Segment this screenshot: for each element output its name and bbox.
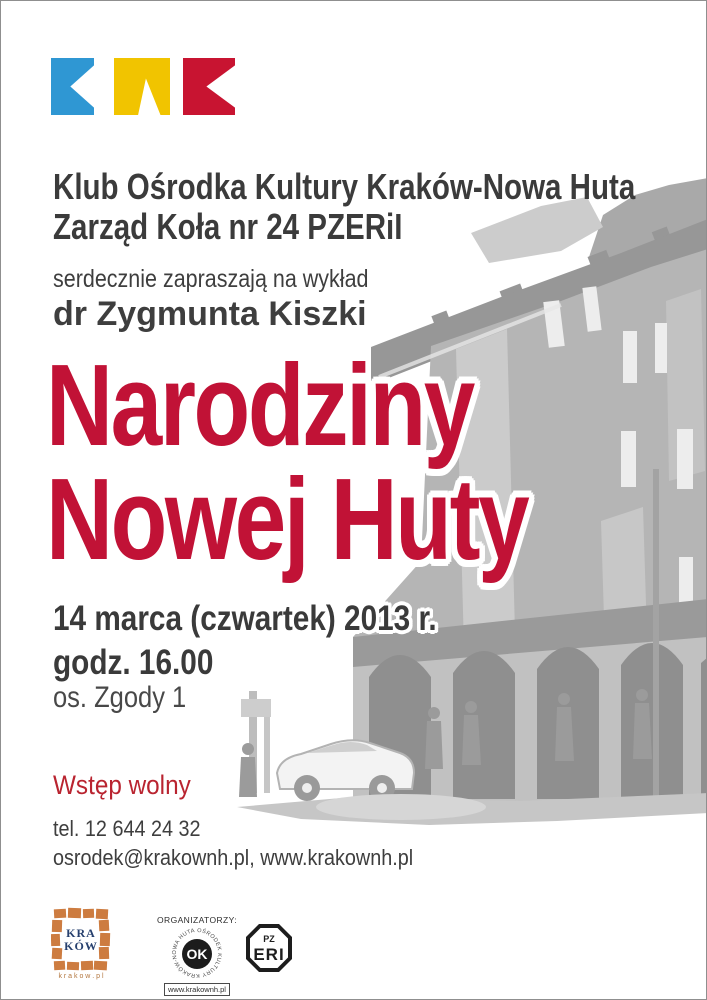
organizers-logo-block (149, 915, 245, 997)
krakow-mosaic-icon (51, 907, 111, 981)
pzeri-logo (244, 922, 294, 974)
admission-note: Wstęp wolny (53, 770, 191, 800)
event-date: 14 marca (czwartek) 2013 r. (53, 599, 437, 638)
organizer-heading (53, 167, 707, 247)
krk-letter-r-yellow-icon (114, 58, 170, 115)
krakow-city-logo (51, 907, 111, 981)
event-title-line-1: Narodziny (46, 340, 473, 470)
contact-block (53, 814, 462, 872)
pzeri-text-bottom: ERI (253, 945, 285, 964)
event-title (46, 340, 648, 584)
event-time: godz. 16.00 (53, 643, 214, 682)
krakow-logo-text-top: KRA (66, 926, 96, 940)
pzeri-octagon-icon (244, 922, 294, 974)
organizers-label: ORGANIZATORZY: (157, 915, 237, 925)
krakow-logo-text-bottom: KÓW (64, 939, 98, 953)
organizers-website: www.krakownh.pl (164, 983, 230, 996)
krk-letter-k-red-icon (183, 58, 235, 115)
event-venue: os. Zgody 1 (53, 681, 187, 714)
contact-phone: tel. 12 644 24 32 (53, 816, 201, 841)
osrodek-kultury-ok-icon (171, 927, 223, 979)
ok-monogram: OK (186, 946, 208, 962)
organizer-line-2: Zarząd Koła nr 24 PZERiI (53, 206, 403, 247)
contact-email-web: osrodek@krakownh.pl, www.krakownh.pl (53, 845, 414, 870)
krk-logo (51, 58, 235, 115)
invitation-block (53, 264, 420, 334)
organizer-line-1: Klub Ośrodka Kultury Kraków-Nowa Huta (53, 166, 636, 207)
krakow-logo-caption: k r a k o w . p l (58, 973, 104, 980)
krk-letter-k-blue-icon (51, 58, 94, 115)
lecturer-name: dr Zygmunta Kiszki (53, 295, 367, 333)
event-title-line-2: Nowej Huty (46, 454, 528, 584)
organizers-ring-text: OŚRODEK KULTURY KRAKÓW-NOWA HUTA (171, 927, 223, 979)
invitation-intro: serdecznie zapraszają na wykład (53, 265, 369, 293)
pzeri-text-top: PZ (263, 934, 275, 944)
